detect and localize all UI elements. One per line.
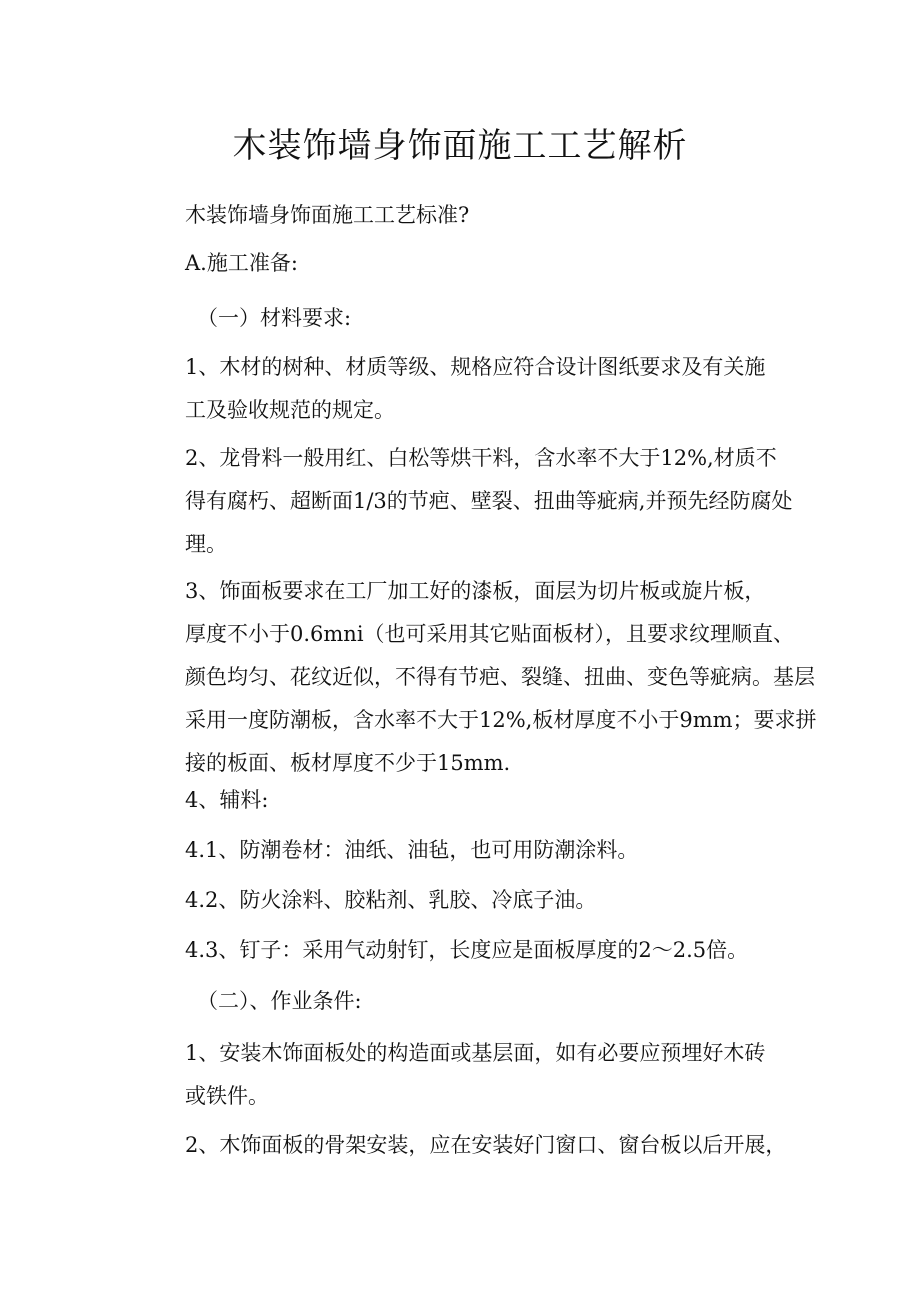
text-line: 2、木饰面板的骨架安装，应在安装好门窗口、窗台板以后开展， [185, 1133, 787, 1157]
document-title: 木装饰墙身饰面施工工艺解析 [232, 126, 688, 166]
paragraph-condition-2 [139, 1124, 789, 1167]
paragraph-item-1 [139, 346, 789, 432]
text-line: 木装饰墙身饰面施工工艺标准? [185, 203, 470, 227]
paragraph-intro [139, 194, 789, 237]
text-line: 2、龙骨料一般用红、白松等烘干料，含水率不大于12%,材质不 [185, 446, 777, 470]
paragraph-subsection-1 [139, 297, 789, 340]
text-line: 厚度不小于0.6mni（也可采用其它贴面板材），且要求纹理顺直、 [185, 622, 795, 646]
paragraph-subsection-2 [139, 980, 789, 1023]
text-line: 4.2、防火涂料、胶粘剂、乳胶、冷底子油。 [185, 888, 597, 912]
paragraph-item-4-2 [139, 879, 789, 922]
text-line: （二）、作业条件: [197, 989, 362, 1013]
text-line: （一）材料要求: [197, 306, 352, 330]
text-line: 4.1、防潮卷材：油纸、油毡，也可用防潮涂料。 [185, 838, 639, 862]
text-line: 4、辅料: [185, 788, 269, 812]
text-line: 采用一度防潮板，含水率不大于12%,板材厚度不小于9mm；要求拼 [185, 708, 817, 732]
text-line: A.施工准备: [185, 251, 298, 275]
text-line: 颜色均匀、花纹近似，不得有节疤、裂缝、扭曲、变色等疵病。基层 [185, 665, 815, 689]
text-line: 1、木材的树种、材质等级、规格应符合设计图纸要求及有关施 [185, 355, 766, 379]
text-line: 或铁件。 [185, 1084, 269, 1108]
paragraph-section-a [139, 242, 789, 285]
text-line: 工及验收规范的规定。 [185, 398, 395, 422]
text-line: 接的板面、板材厚度不少于15mm. [185, 751, 511, 775]
paragraph-item-4-1 [139, 829, 789, 872]
text-line: 得有腐朽、超断面1/3的节疤、壁裂、扭曲等疵病,并预先经防腐处 [185, 489, 793, 513]
paragraph-item-2 [139, 437, 793, 566]
paragraph-item-3 [139, 570, 817, 785]
paragraph-item-4 [139, 779, 789, 822]
paragraph-condition-1 [139, 1032, 789, 1118]
text-line: 理。 [185, 532, 227, 556]
text-line: 1、安装木饰面板处的构造面或基层面，如有必要应预埋好木砖 [185, 1041, 766, 1065]
text-line: 3、饰面板要求在工厂加工好的漆板，面层为切片板或旋片板， [185, 579, 766, 603]
paragraph-item-4-3 [139, 929, 789, 972]
text-line: 4.3、钉子：采用气动射钉，长度应是面板厚度的2～2.5倍。 [185, 938, 749, 962]
